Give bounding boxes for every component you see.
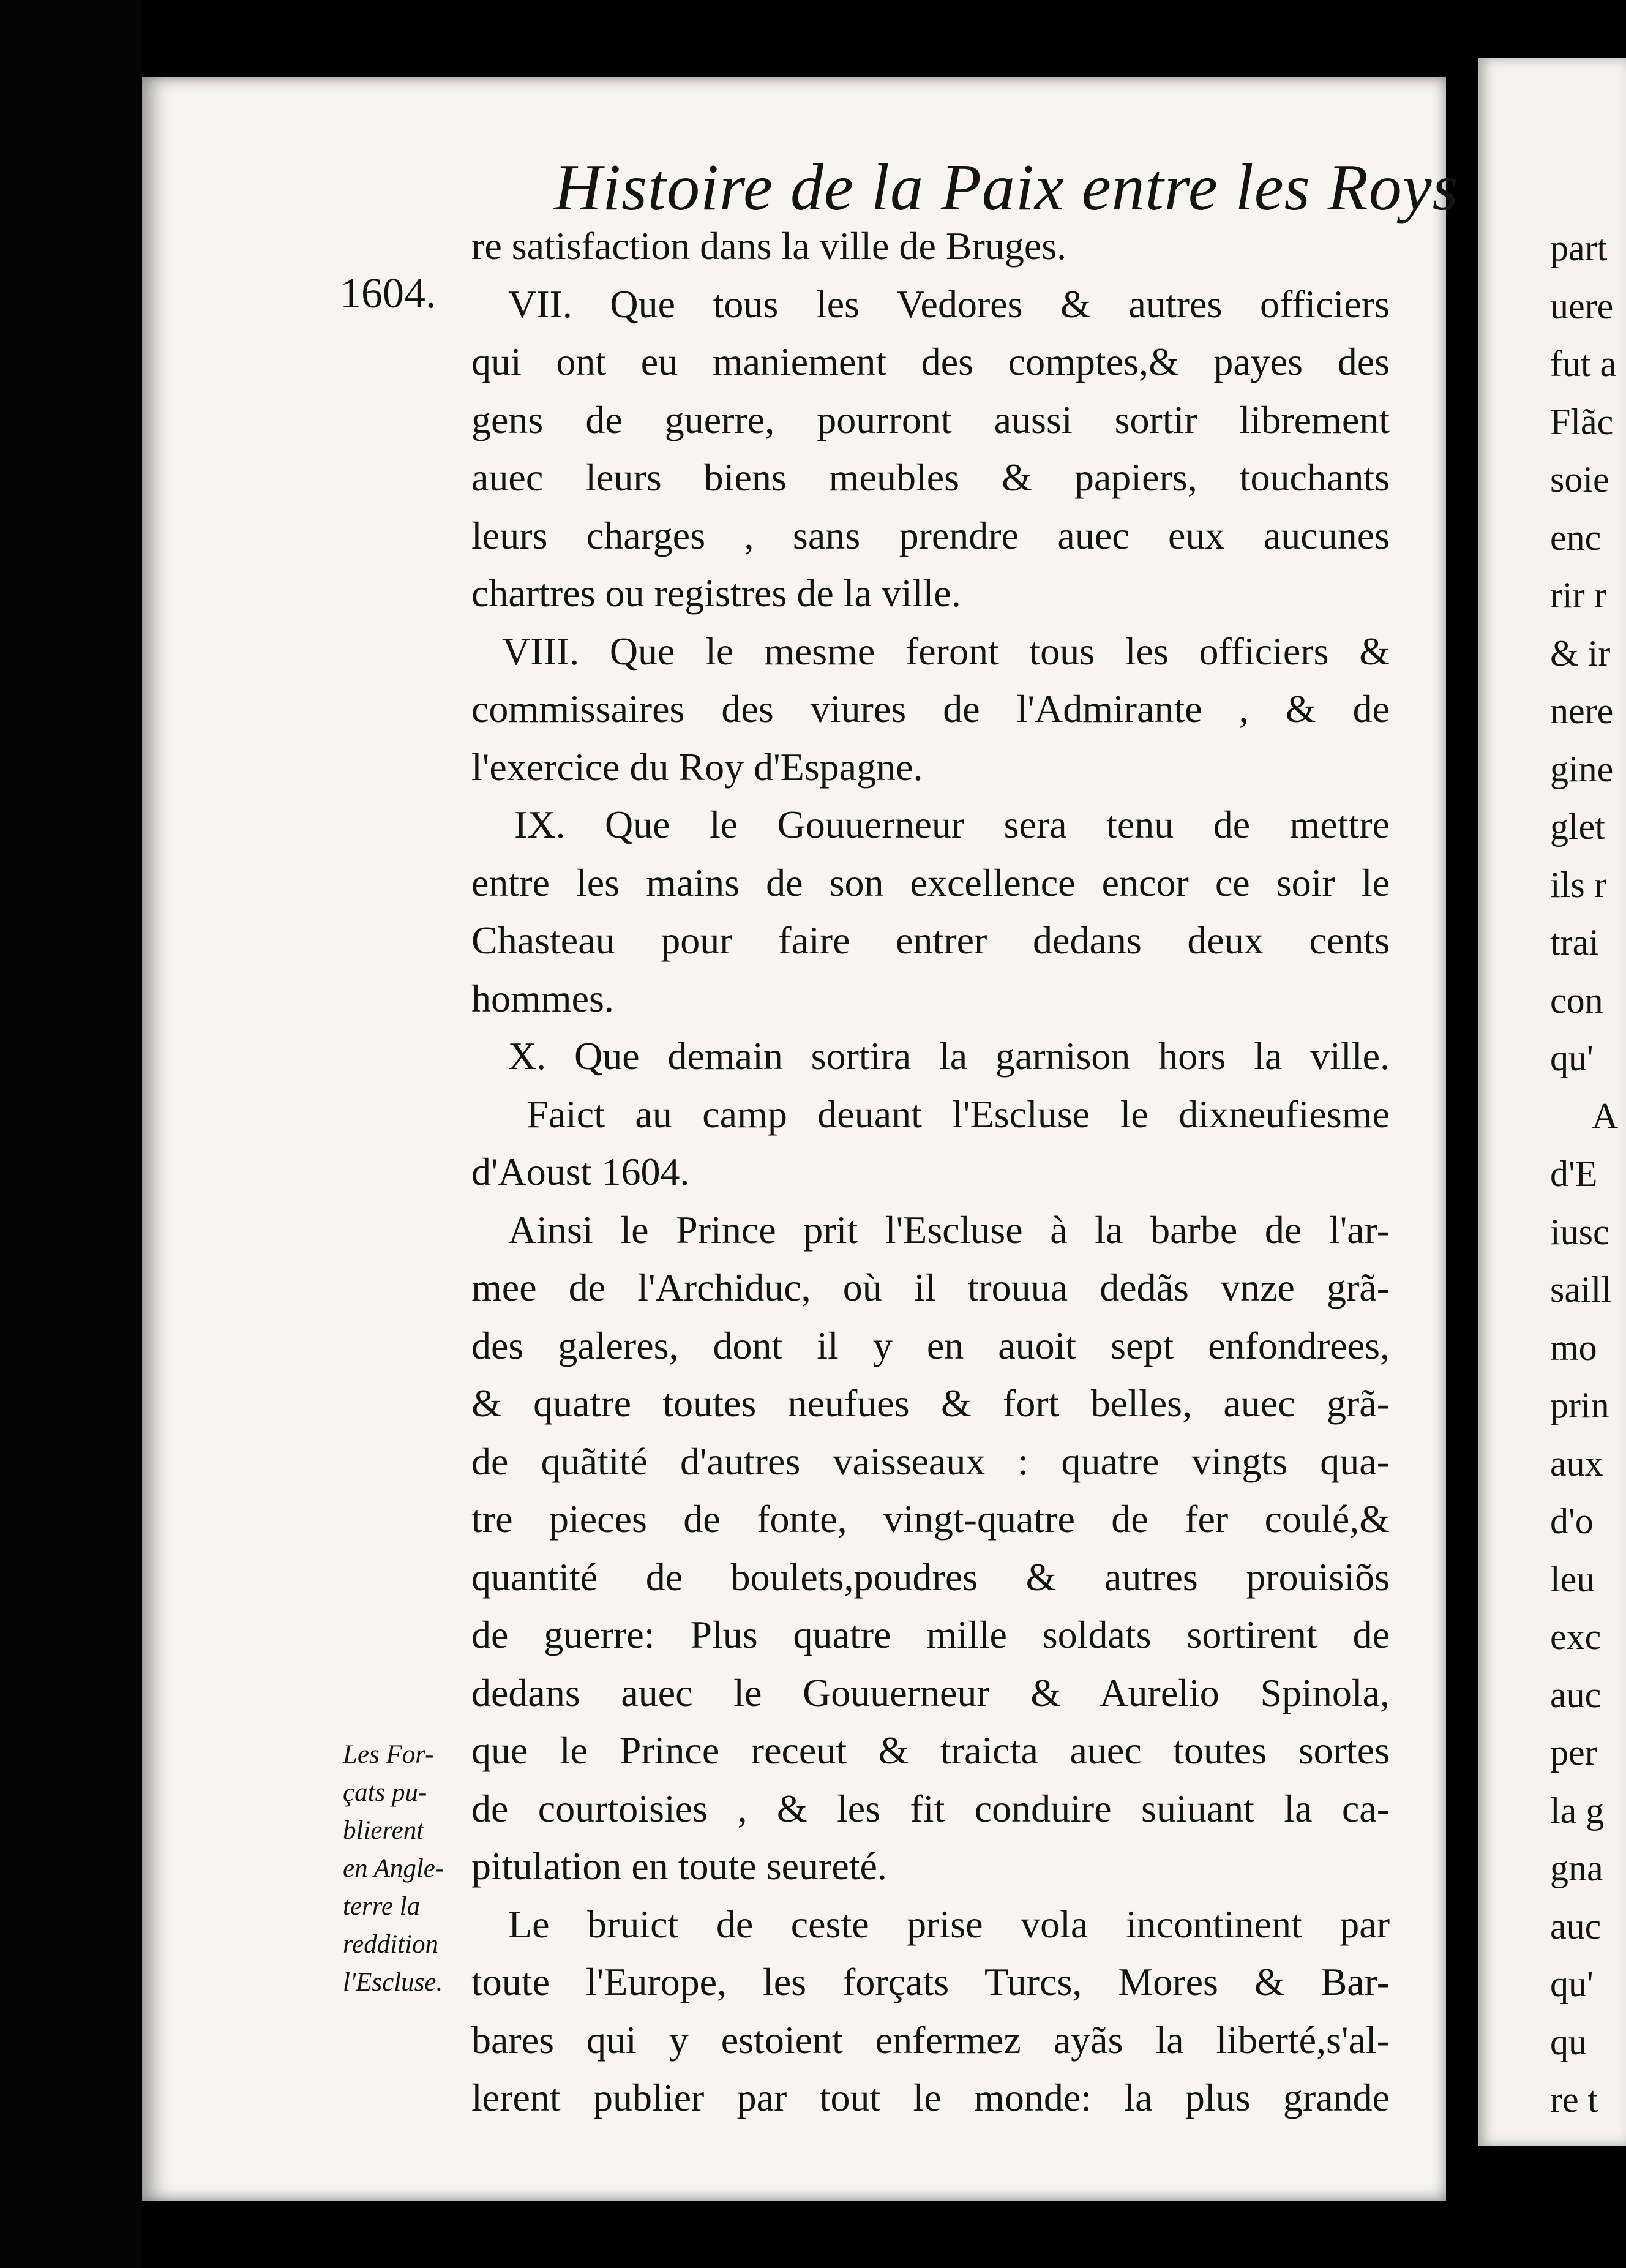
marginal-note-line: blierent	[343, 1816, 424, 1845]
text-line: chartres ou registres de la ville.	[471, 571, 961, 615]
page-gutter	[1446, 43, 1478, 2247]
text-line: re satisfaction dans la ville de Bruges.	[471, 224, 1067, 268]
text-line: X. Que demain sortira la garnison hors la ville.	[508, 1034, 1390, 1078]
right-page-fragment: ils r	[1550, 864, 1606, 905]
right-page-fragment: auc	[1550, 1674, 1602, 1715]
right-page-fragment: con	[1550, 980, 1603, 1021]
right-page-fragment: la g	[1550, 1790, 1605, 1831]
text-line: auec leurs biens meubles & papiers, touchants	[471, 456, 1390, 499]
text-line: Faict au camp deuant l'Escluse le dixneufiesme	[526, 1092, 1390, 1136]
right-page-fragment: qu'	[1550, 1964, 1594, 2004]
text-line: dedans auec le Gouuerneur & Aurelio Spinola,	[471, 1670, 1390, 1714]
text-line: leurs charges , sans prendre auec eux aucunes	[471, 513, 1390, 557]
right-page-fragment: enc	[1550, 517, 1602, 558]
text-line: entre les mains de son excellence encor ce soir le	[471, 860, 1390, 904]
right-page-fragment: leu	[1550, 1558, 1595, 1599]
right-page-fragment: nere	[1550, 691, 1614, 731]
right-page-fragment: re t	[1550, 2079, 1598, 2120]
microfilm-border	[0, 0, 141, 2268]
right-page-fragment: prin	[1550, 1385, 1609, 1425]
right-page-fragment: qu	[1550, 2021, 1587, 2062]
text-line: de quãtité d'autres vaisseaux : quatre vingts qua-	[471, 1439, 1390, 1483]
text-line: lerent publier par tout le monde: la plus grande	[471, 2076, 1390, 2119]
right-page-fragment: mo	[1550, 1327, 1597, 1368]
right-page-fragment: trai	[1550, 922, 1599, 963]
right-page-fragment: Flãc	[1550, 401, 1614, 442]
right-page-fragment: d'o	[1550, 1501, 1594, 1541]
right-page-fragment: saill	[1550, 1269, 1611, 1310]
text-line: des galeres, dont il y en auoit sept enfondrees,	[471, 1323, 1390, 1367]
right-page-fragment: qu'	[1550, 1038, 1594, 1078]
marginal-note-line: Les For-	[343, 1740, 434, 1769]
marginal-note-line: çats pu-	[343, 1778, 427, 1807]
marginal-note-line: l'Escluse.	[343, 1968, 443, 1997]
text-line: de courtoisies , & les fit conduire suiuant la ca-	[471, 1786, 1390, 1830]
text-line: bares qui y estoient enfermez ayãs la liberté,s'al-	[471, 2018, 1390, 2062]
text-line: VIII. Que le mesme feront tous les officiers &	[502, 629, 1390, 673]
right-page-fragment: per	[1550, 1732, 1597, 1773]
right-page-fragment: A	[1592, 1095, 1619, 1136]
text-line: & quatre toutes neufues & fort belles, auec grã-	[471, 1381, 1390, 1425]
right-page-fragment: exc	[1550, 1617, 1602, 1657]
text-line: Le bruict de ceste prise vola incontinent par	[508, 1902, 1390, 1946]
text-line: IX. Que le Gouuerneur sera tenu de mettre	[514, 803, 1390, 846]
right-page-fragment: gna	[1550, 1848, 1603, 1888]
text-line: d'Aoust 1604.	[471, 1150, 690, 1193]
text-line: commissaires des viures de l'Admirante , & de	[471, 687, 1390, 730]
right-page-fragment: rir r	[1550, 575, 1606, 615]
marginal-note-line: reddition	[343, 1930, 439, 1959]
marginal-note-line: en Angle-	[343, 1854, 444, 1883]
right-page-fragment: d'E	[1550, 1154, 1598, 1194]
text-line: Ainsi le Prince prit l'Escluse à la barbe de l'ar-	[508, 1207, 1390, 1252]
text-line: qui ont eu maniement des comptes,& payes des	[471, 340, 1390, 383]
text-line: gens de guerre, pourront aussi sortir librement	[471, 397, 1390, 441]
right-page-fragment: iusc	[1550, 1211, 1609, 1252]
right-page-fragment: gine	[1550, 748, 1614, 789]
text-line: que le Prince receut & traicta auec toutes sortes	[471, 1729, 1390, 1772]
text-line: hommes.	[471, 976, 614, 1020]
text-line: VII. Que tous les Vedores & autres officiers	[508, 282, 1390, 326]
right-page-fragment: glet	[1550, 806, 1605, 847]
right-page-fragment: auc	[1550, 1906, 1602, 1947]
running-head: Histoire de la Paix entre les Roys	[554, 151, 1459, 224]
text-line: l'exercice du Roy d'Espagne.	[471, 745, 923, 789]
text-line: toute l'Europe, les forçats Turcs, Mores & Bar-	[471, 1960, 1390, 2003]
text-line: tre pieces de fonte, vingt-quatre de fer coulé,&	[471, 1497, 1390, 1541]
right-page-fragment: uere	[1550, 285, 1614, 326]
text-line: Chasteau pour faire entrer dedans deux cents	[471, 918, 1390, 962]
year-margin-note: 1604.	[340, 270, 436, 317]
right-page-fragment: soie	[1550, 459, 1609, 500]
text-line: de guerre: Plus quatre mille soldats sortirent de	[471, 1613, 1390, 1656]
marginal-note-line: terre la	[343, 1892, 421, 1921]
marginal-note	[343, 1736, 496, 2002]
right-page-fragment: part	[1550, 228, 1608, 268]
right-page-fragment: fut a	[1550, 344, 1617, 384]
right-page-fragment: & ir	[1550, 633, 1611, 674]
text-line: mee de l'Archiduc, où il trouua dedãs vnze grã-	[471, 1266, 1390, 1309]
text-line: quantité de boulets,poudres & autres prouisiõs	[471, 1555, 1390, 1599]
right-page-fragment: aux	[1550, 1443, 1603, 1484]
text-line: pitulation en toute seureté.	[471, 1844, 887, 1888]
